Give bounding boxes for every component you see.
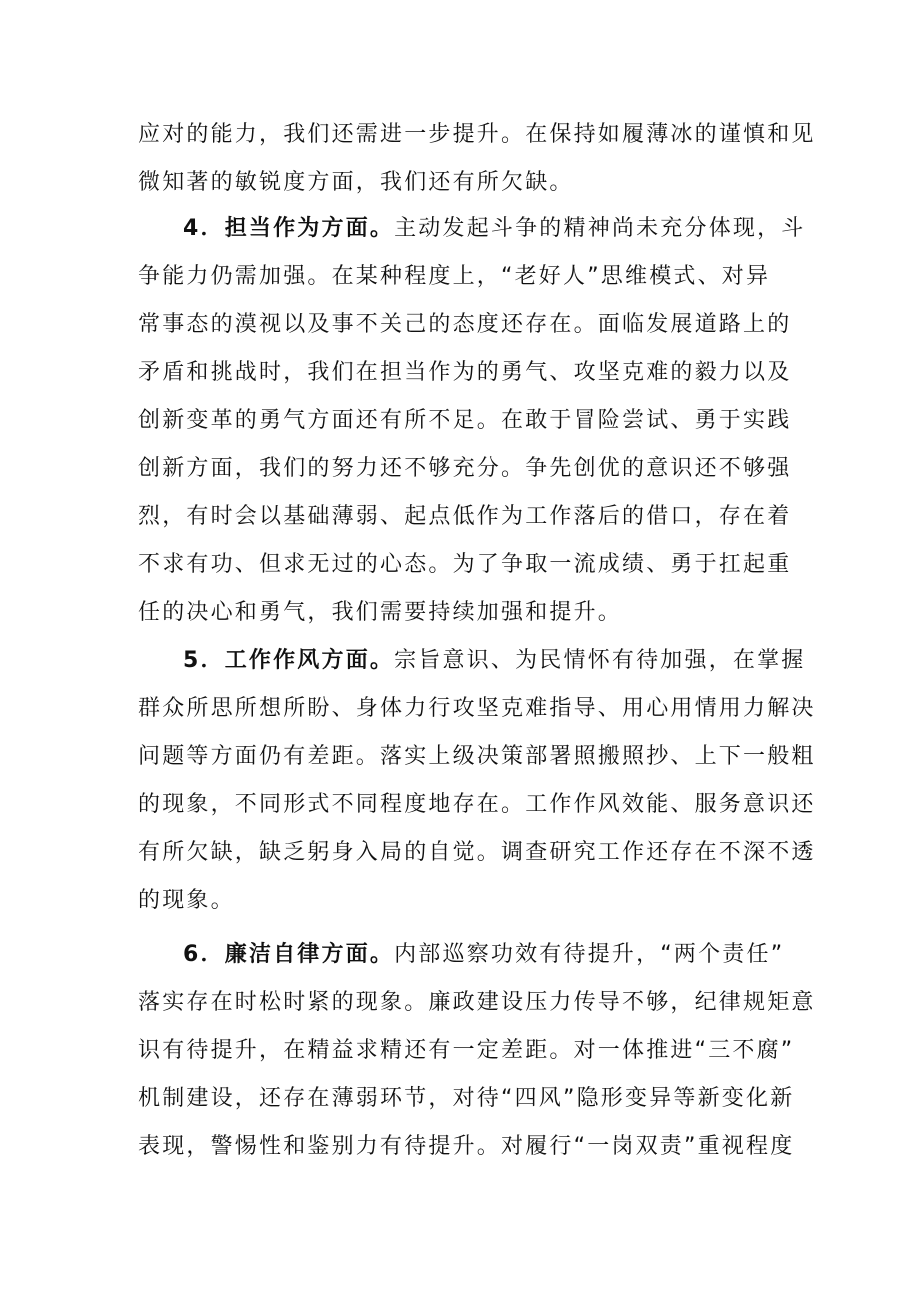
text-line: 的现象。 [138, 888, 235, 913]
text-line: 表现，警惕性和鉴别力有待提升。对履行“一岗双责”重视程度 [138, 1134, 795, 1159]
section-4-text: 主动发起斗争的精神尚未充分体现，斗 [394, 216, 806, 241]
text-line: 识有待提升，在精益求精还有一定差距。对一体推进“三不腐” [138, 1038, 795, 1063]
text-line: 创新变革的勇气方面还有所不足。在敢于冒险尝试、勇于实践 [138, 408, 792, 433]
text-line: 创新方面，我们的努力还不够充分。争先创优的意识还不够强 [138, 456, 792, 481]
text-line: 的现象，不同形式不同程度地存在。工作作风效能、服务意识还 [138, 792, 816, 817]
text-line: 群众所思所想所盼、身体力行攻坚克难指导、用心用情用力解决 [138, 696, 816, 721]
text-line: 烈，有时会以基础薄弱、起点低作为工作落后的借口，存在着 [138, 504, 792, 529]
text-line: 应对的能力，我们还需进一步提升。在保持如履薄冰的谨慎和见 [138, 122, 816, 147]
text-line: 落实存在时松时紧的现象。廉政建设压力传导不够，纪律规矩意 [138, 990, 816, 1015]
section-4-paragraph-start [183, 214, 806, 244]
section-6-heading: 6．廉洁自律方面。 [183, 942, 395, 967]
text-line: 任的决心和勇气，我们需要持续加强和提升。 [138, 600, 623, 625]
text-line: 微知著的敏锐度方面，我们还有所欠缺。 [138, 170, 574, 195]
section-5-text: 宗旨意识、为民情怀有待加强，在掌握 [394, 648, 806, 673]
section-4-heading: 4．担当作为方面。 [183, 216, 395, 241]
text-line: 争能力仍需加强。在某种程度上，“老好人”思维模式、对异 [138, 264, 771, 289]
text-line: 矛盾和挑战时，我们在担当作为的勇气、攻坚克难的毅力以及 [138, 360, 792, 385]
text-line: 不求有功、但求无过的心态。为了争取一流成绩、勇于扛起重 [138, 552, 792, 577]
text-line: 有所欠缺，缺乏躬身入局的自觉。调查研究工作还存在不深不透 [138, 840, 816, 865]
section-5-paragraph-start [183, 646, 806, 676]
text-line: 问题等方面仍有差距。落实上级决策部署照搬照抄、上下一般粗 [138, 744, 816, 769]
text-line: 常事态的漠视以及事不关己的态度还存在。面临发展道路上的 [138, 312, 792, 337]
text-line: 机制建设，还存在薄弱环节，对待“四风”隐形变异等新变化新 [138, 1086, 795, 1111]
section-6-paragraph-start [183, 940, 798, 970]
section-5-heading: 5．工作作风方面。 [183, 648, 395, 673]
section-6-text: 内部巡察功效有待提升，“两个责任” [394, 942, 785, 967]
